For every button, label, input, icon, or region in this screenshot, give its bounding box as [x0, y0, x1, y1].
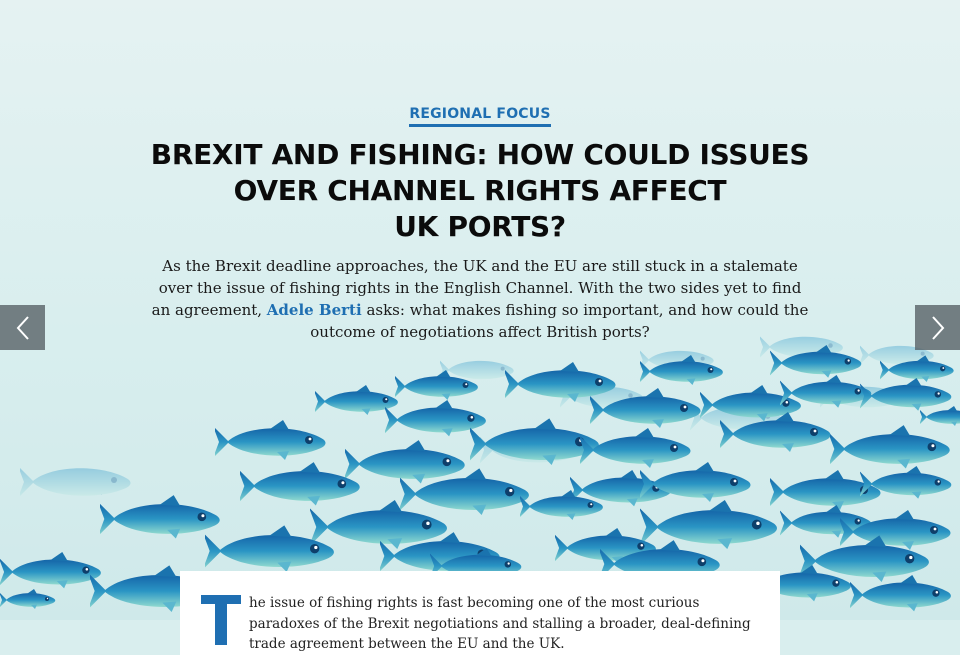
article-body-card: [101, 495, 780, 655]
section-label-link[interactable]: REGIONAL FOCUS: [409, 106, 550, 127]
chevron-right-icon: [930, 315, 946, 341]
carousel-prev-button[interactable]: [0, 305, 45, 350]
headline-line: BREXIT AND FISHING: HOW COULD ISSUES: [150, 138, 810, 171]
drop-cap: [101, 495, 241, 645]
page-title: [130, 137, 830, 245]
headline-line: OVER CHANNEL RIGHTS AFFECT: [233, 174, 727, 207]
standfirst-text-start: As the Brexit deadline approaches, the UK and the EU are still stuck in a stalemate over the issue of fishing rights in the English Channel. With the two sides yet to find an agreement,: [151, 257, 802, 319]
headline-line: UK PORTS?: [394, 210, 566, 243]
author-link[interactable]: Adele Berti: [266, 301, 362, 319]
section-label: [0, 103, 960, 127]
standfirst-text-end: asks: what makes fishing so important, and how could the outcome of negotiations affect British ports?: [310, 301, 809, 341]
chevron-left-icon: [15, 315, 31, 341]
drop-cap-letter: T: [101, 495, 102, 496]
carousel-next-button[interactable]: [915, 305, 960, 350]
standfirst: [150, 255, 810, 343]
article-body-text: he issue of fishing rights is fast becoming one of the most curious paradoxes of the Brexit negotiations and stalling a broader, deal-defining trade agreement between the EU and the UK.: [249, 595, 751, 652]
